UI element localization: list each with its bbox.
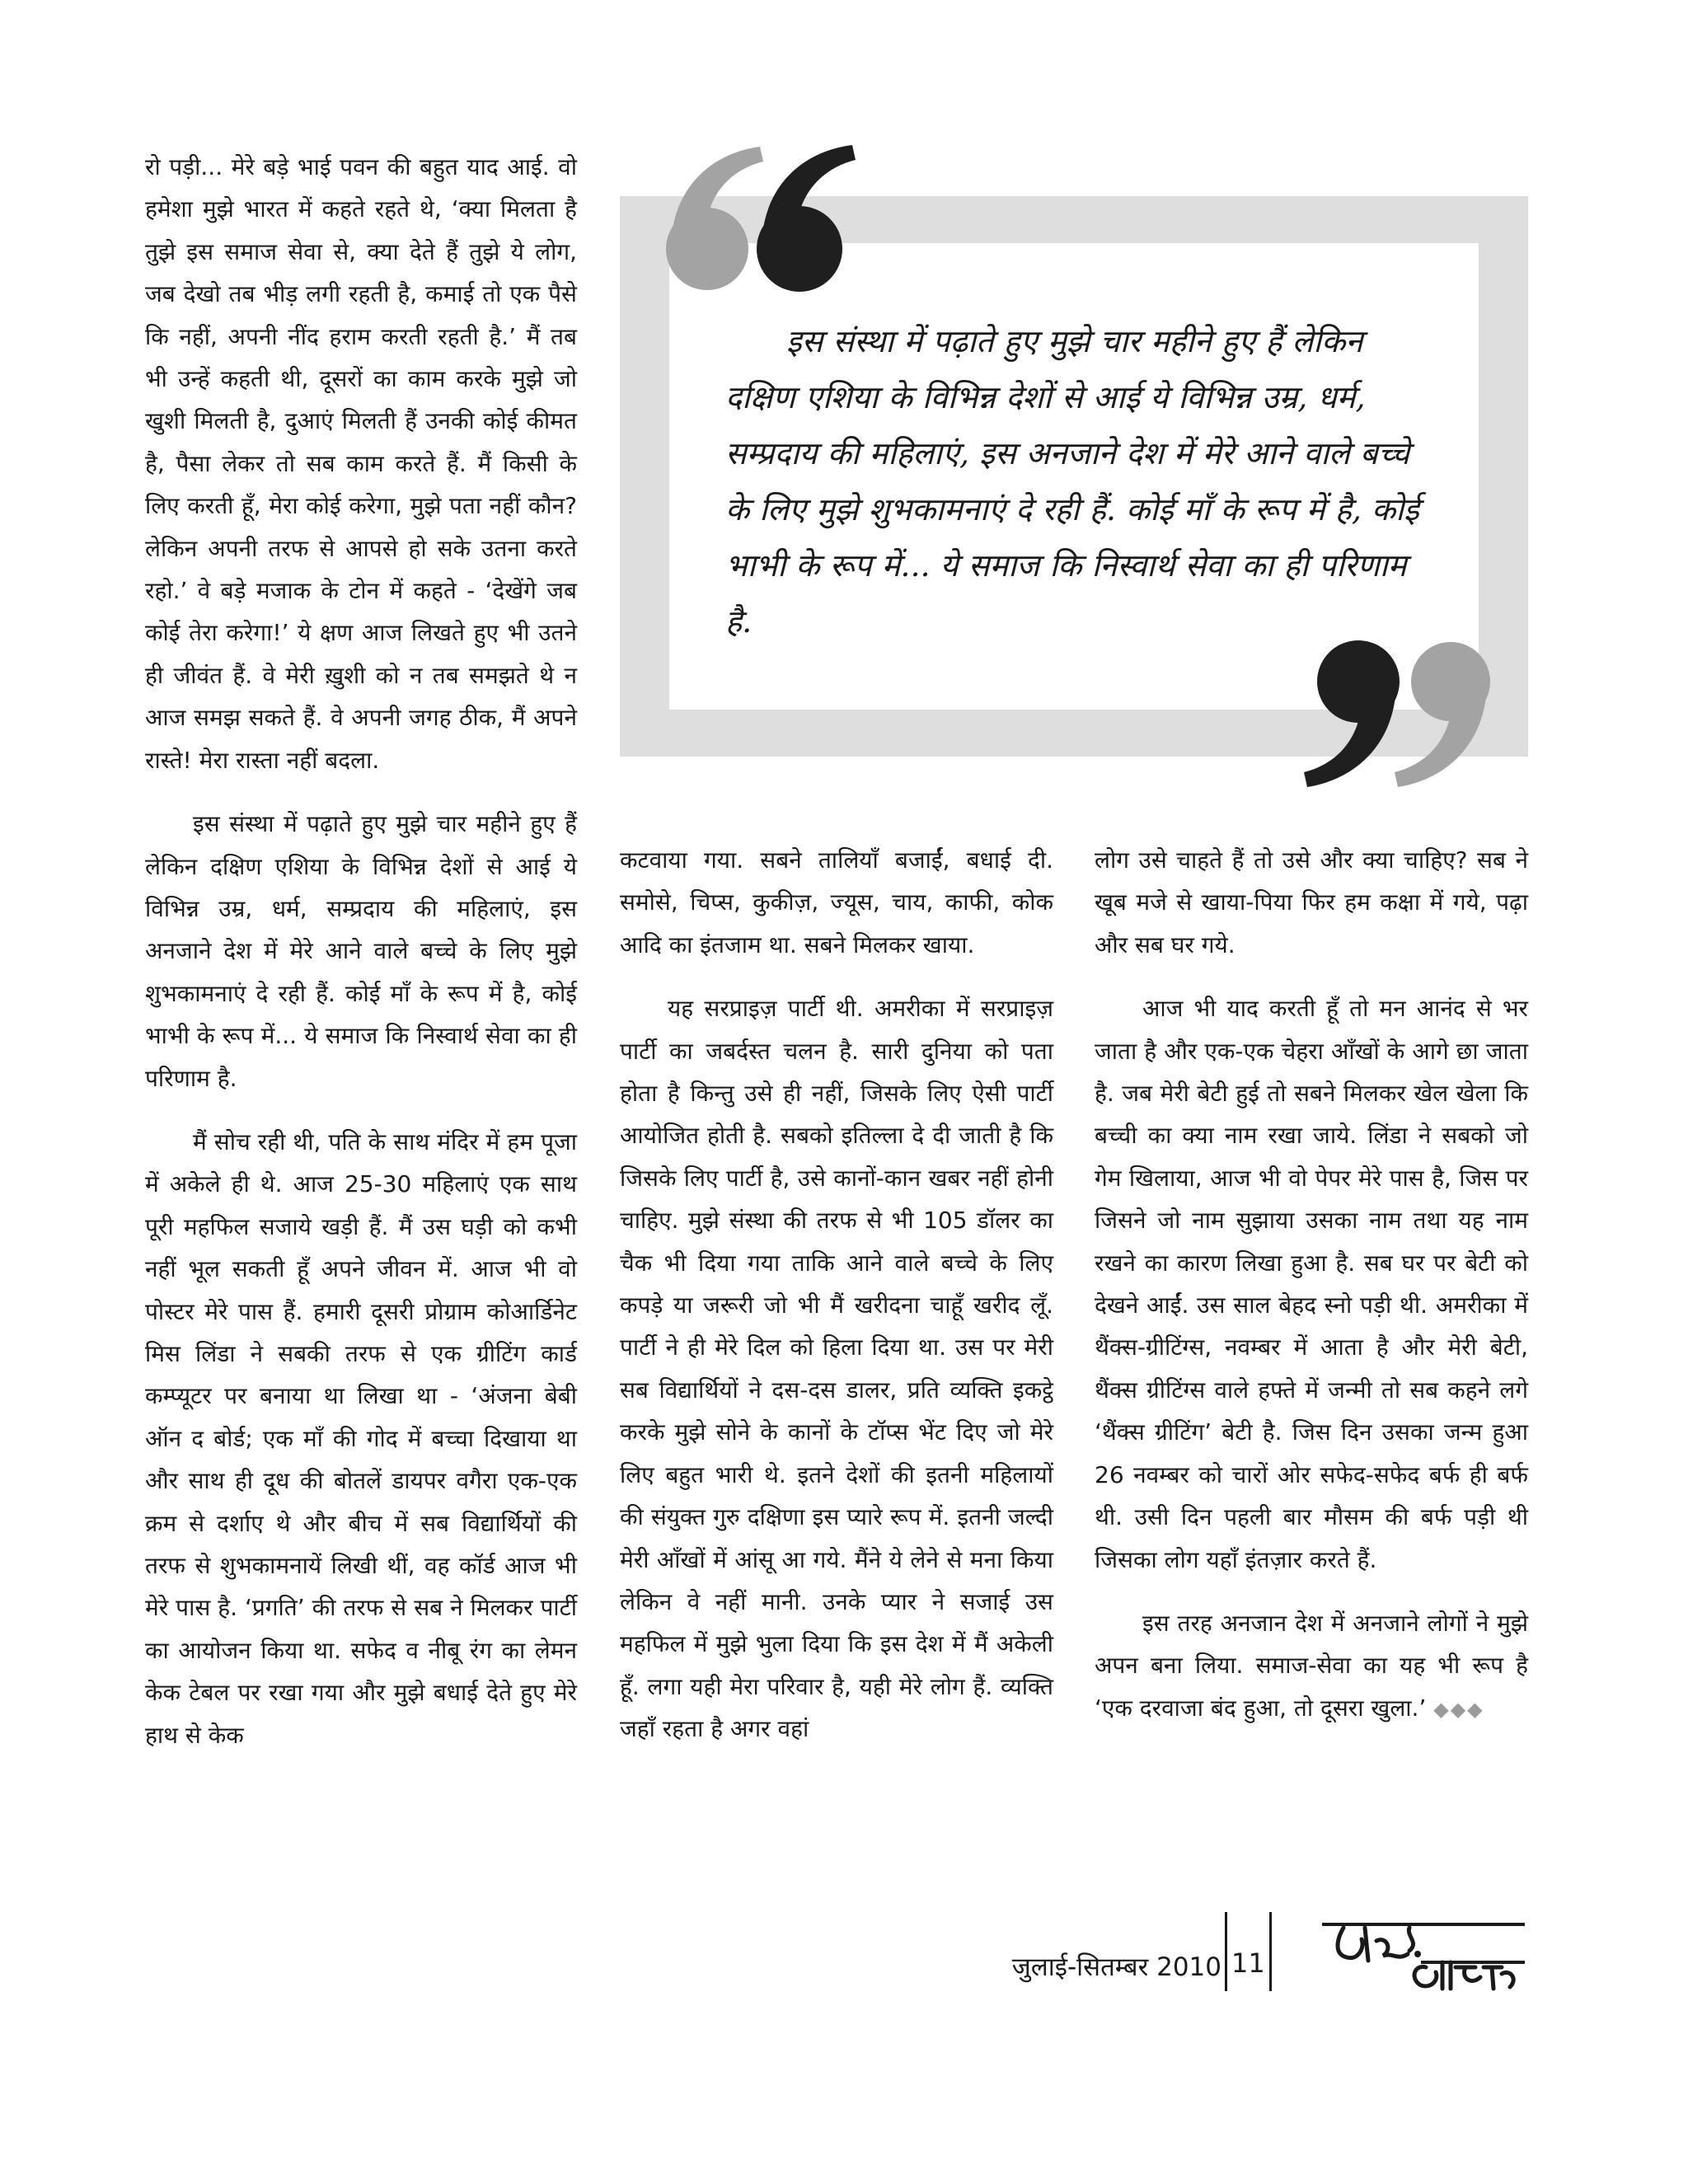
footer-divider — [1269, 1912, 1272, 1991]
paragraph — [1095, 1602, 1528, 1731]
pull-quote-text — [725, 313, 1434, 649]
issue-date: जुलाई-सितम्बर 2010 — [1011, 1952, 1221, 1982]
closing-text: इस तरह अनजान देश में अनजाने लोगों ने मुझे अपन बना लिया. समाज-सेवा का यह भी रूप है ‘एक दरवाजा बंद हुआ, तो दूसरा खुला.’ — [1095, 1609, 1528, 1722]
pull-quote-body: इस संस्था में पढ़ाते हुए मुझे चार महीने हुए हैं लेकिन दक्षिण एशिया के विभिन्न देशों से आई ये विभिन्न उम्र, धर्म, सम्प्रदाय की महिलाएं, इस अनजाने देश में मेरे आने वाले बच्चे के लिए मुझे शुभकामनाएं दे रही हैं. कोई माँ के रूप में है, कोई भाभी के रूप में... ये समाज कि निस्वार्थ सेवा का ही परिणाम है. — [725, 323, 1419, 640]
open-quote-icon — [659, 140, 857, 305]
left-column — [145, 146, 577, 1756]
footer-divider — [1225, 1912, 1227, 1991]
right-column — [1095, 839, 1528, 1731]
paragraph: मैं सोच रही थी, पति के साथ मंदिर में हम पूजा में अकेले ही थे. आज 25-30 महिलाएं एक साथ पूरी महफिल सजाये खड़ी हैं. मैं उस घड़ी को कभी नहीं भूल सकती हूँ अपने जीवन में. आज भी वो पोस्टर मेरे पास हैं. हमारी दूसरी प्रोग्राम कोआर्डिनेट मिस लिंडा ने सबकी तरफ से एक ग्रीटिंग कार्ड कम्प्यूटर पर बनाया था लिखा था - ‘अंजना बेबी ऑन द बोर्ड; एक माँ की गोद में बच्चा दिखाया था और साथ ही दूध की बोतलें डायपर वगैरा एक-एक क्रम से दर्शाए थे और बीच में सब विद्यार्थियों की तरफ से शुभकामनायें लिखी थीं, वह कॉर्ड आज भी मेरे पास है. ‘प्रगति’ की तरफ से सब ने मिलकर पार्टी का आयोजन किया था. सफेद व नीबू रंग का लेमन केक टेबल पर रखा गया और मुझे बधाई देते हुए मेरे हाथ से केक — [145, 1127, 577, 1749]
magazine-logo — [1286, 1900, 1533, 1999]
paragraph: इस संस्था में पढ़ाते हुए मुझे चार महीने हुए हैं लेकिन दक्षिण एशिया के विभिन्न देशों से आई ये विभिन्न उम्र, धर्म, सम्प्रदाय की महिलाएं, इस अनजाने देश में मेरे आने वाले बच्चे के लिए मुझे शुभकामनाएं दे रही हैं. कोई माँ के रूप में है, कोई भाभी के रूप में... ये समाज कि निस्वार्थ सेवा का ही परिणाम है. — [145, 810, 577, 1092]
end-mark-icon: ◆◆◆ — [1433, 1697, 1484, 1721]
close-quote-icon — [1302, 630, 1500, 795]
paragraph: कटवाया गया. सबने तालियाँ बजाईं, बधाई दी. समोसे, चिप्स, कुकीज़, ज्यूस, चाय, काफी, कोक आदि का इंतजाम था. सबने मिलकर खाया. — [620, 846, 1053, 958]
paragraph: लोग उसे चाहते हैं तो उसे और क्या चाहिए? सब ने खूब मजे से खाया-पिया फिर हम कक्षा में गये, पढ़ा और सब घर गये. — [1095, 846, 1528, 958]
page-number: 11 — [1231, 1947, 1265, 1979]
paragraph: यह सरप्राइज़ पार्टी थी. अमरीका में सरप्राइज़ पार्टी का जबर्दस्त चलन है. सारी दुनिया को पता होता है किन्तु उसे ही नहीं, जिसके लिए ऐसी पार्टी आयोजित होती है. सबको इतिल्ला दे दी जाती है कि जिसके लिए पार्टी है, उसे कानों-कान खबर नहीं होनी चाहिए. मुझे संस्था की तरफ से भी 105 डॉलर का चैक भी दिया गया ताकि आने वाले बच्चे के लिए कपड़े या जरूरी जो भी मैं खरीदना चाहूँ खरीद लूँ. पार्टी ने ही मेरे दिल को हिला दिया था. उस पर मेरी सब विद्यार्थियों ने दस-दस डालर, प्रति व्यक्ति इकट्ठे करके मुझे सोने के कानों के टॉप्स भेंट दिए जो मेरे लिए बहुत भारी थे. इतने देशों की इतनी महिलायों की संयुक्त गुरु दक्षिणा इस प्यारे रूप में. इतनी जल्दी मेरी आँखों में आंसू आ गये. मैंने ये लेने से मना किया लेकिन वे नहीं मानी. उनके प्यार ने सजाई उस महफिल में मुझे भुला दिया कि इस देश में मैं अकेली हूँ. लगा यही मेरा परिवार है, यही मेरे लोग हैं. व्यक्ति जहाँ रहता है अगर वहां — [620, 995, 1053, 1743]
paragraph: आज भी याद करती हूँ तो मन आनंद से भर जाता है और एक-एक चेहरा आँखों के आगे छा जाता है. जब मेरी बेटी हुई तो सबने मिलकर खेल खेला कि बच्ची का क्या नाम रखा जाये. लिंडा ने सबको जो गेम खिलाया, आज भी वो पेपर मेरे पास है, जिस पर जिसने जो नाम सुझाया उसका नाम तथा यह नाम रखने का कारण लिखा हुआ है. सब घर पर बेटी को देखने आईं. उस साल बेहद स्नो पड़ी थी. अमरीका में थैंक्स-ग्रीटिंग्स, नवम्बर में आता है और मेरी बेटी, थैंक्स ग्रीटिंग्स वाले हफ्ते में जन्मी तो सब कहने लगे ‘थैंक्स ग्रीटिंग’ बेटी है. जिस दिन उसका जन्म हुआ 26 नवम्बर को चारों ओर सफेद-सफेद बर्फ ही बर्फ थी. उसी दिन पहली बार मौसम की बर्फ पड़ी थी जिसका लोग यहाँ इंतज़ार करते हैं. — [1095, 995, 1528, 1573]
middle-column — [620, 839, 1053, 1750]
paragraph: रो पड़ी... मेरे बड़े भाई पवन की बहुत याद आई. वो हमेशा मुझे भारत में कहते रहते थे, ‘क्या मिलता है तुझे इस समाज सेवा से, क्या देते हैं तुझे ये लोग, जब देखो तब भीड़ लगी रहती है, कमाई तो एक पैसे कि नहीं, अपनी नींद हराम करती रहती है.’ मैं तब भी उन्हें कहती थी, दूसरों का काम करके मुझे जो खुशी मिलती है, दुआएं मिलती हैं उनकी कोई कीमत है, पैसा लेकर तो सब काम करते हैं. मैं किसी के लिए करती हूँ, मेरा कोई करेगा, मुझे पता नहीं कौन? लेकिन अपनी तरफ से आपसे हो सके उतना करते रहो.’ वे बड़े मजाक के टोन में कहते - ‘देखेंगे जब कोई तेरा करेगा!’ ये क्षण आज लिखते हुए भी उतने ही जीवंत हैं. वे मेरी ख़ुशी को न तब समझते थे न आज समझ सकते हैं. वे अपनी जगह ठीक, मैं अपने रास्ते! मेरा रास्ता नहीं बदला. — [145, 153, 577, 774]
